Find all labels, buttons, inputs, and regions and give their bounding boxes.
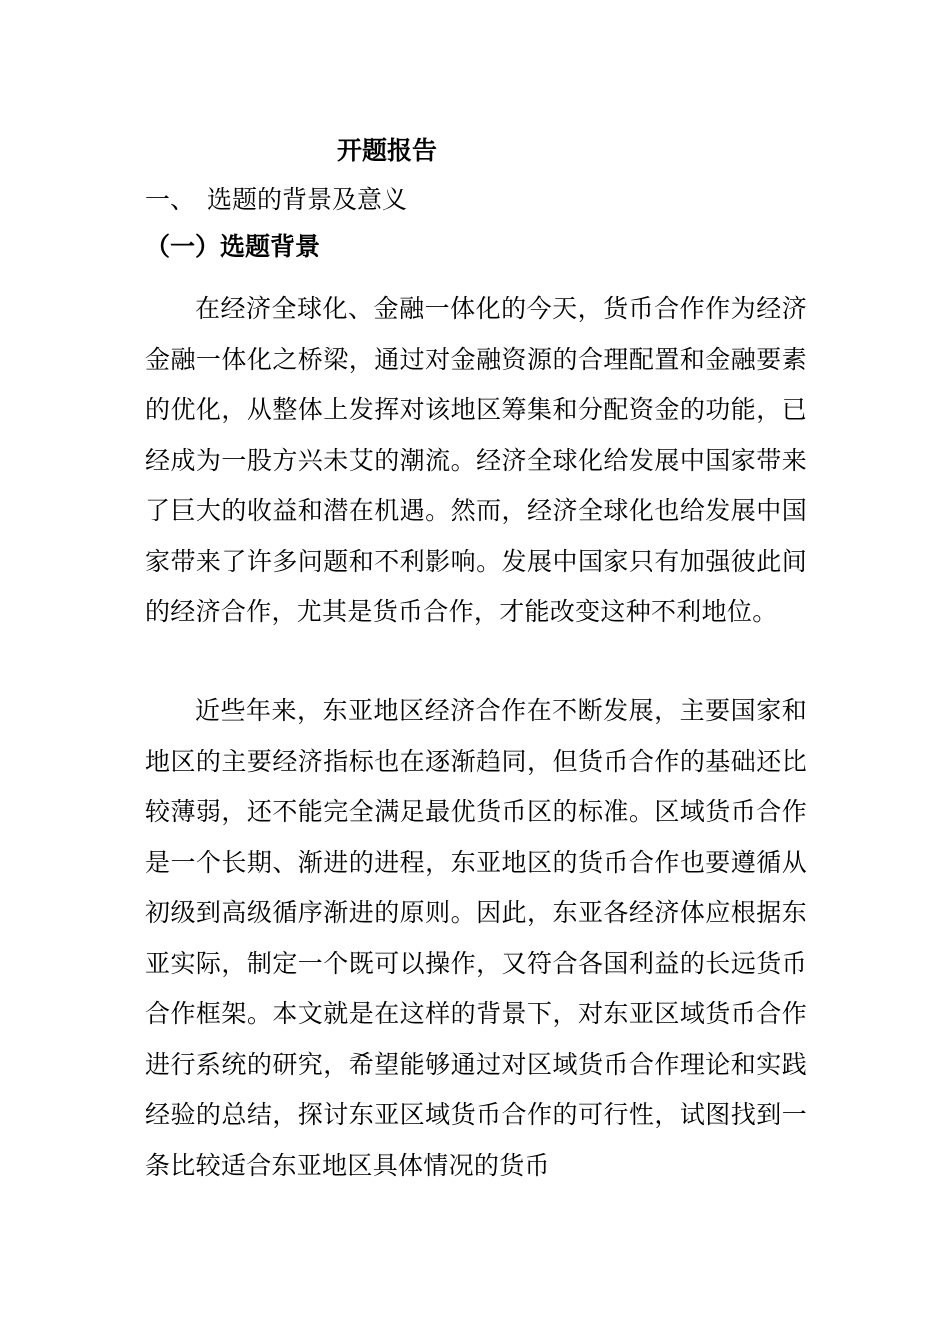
section-number: 一、 <box>145 185 196 214</box>
subsection-heading: （一）选题背景 <box>145 232 321 261</box>
body-paragraph-2: 近些年来，东亚地区经济合作在不断发展，主要国家和地区的主要经济指标也在逐渐趋同，但货币合作的基础还比较薄弱，还不能完全满足最优货币区的标准。区域货币合作是一个长期、渐进的进程，东亚地区的货币合作也要遵循从初级到高级循序渐进的原则。因此，东亚各经济体应根据东亚实际，制定一个既可以操作，又符合各国利益的长远货币合作框架。本文就是在这样的背景下，对东亚区域货币合作进行系统的研究，希望能够通过对区域货币合作理论和实践经验的总结，探讨东亚区域货币合作的可行性，试图找到一条比较适合东亚地区具体情况的货币 <box>145 696 807 1180</box>
document-title: 开题报告 <box>337 136 438 165</box>
section-heading <box>145 182 407 218</box>
section-heading-text: 选题的背景及意义 <box>207 185 408 214</box>
body-paragraph-1: 在经济全球化、金融一体化的今天，货币合作作为经济金融一体化之桥梁，通过对金融资源的合理配置和金融要素的优化，从整体上发挥对该地区筹集和分配资金的功能，已经成为一股方兴未艾的潮流。经济全球化给发展中国家带来了巨大的收益和潜在机遇。然而，经济全球化也给发展中国家带来了许多问题和不利影响。发展中国家只有加强彼此间的经济合作，尤其是货币合作，才能改变这种不利地位。 <box>145 294 807 626</box>
